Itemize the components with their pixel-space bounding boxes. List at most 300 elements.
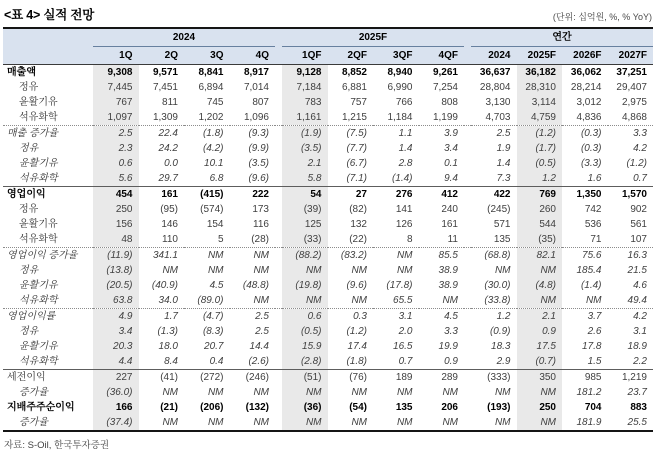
value-cell: 350: [517, 370, 563, 386]
value-cell: 4.2: [608, 309, 654, 325]
value-cell: NM: [282, 385, 328, 400]
table-row: [3, 278, 653, 293]
value-cell: (0.3): [580, 143, 602, 154]
value-cell: 28,310: [517, 80, 563, 95]
value-cell: 38.9: [438, 265, 458, 276]
value-cell: NM: [494, 417, 511, 428]
group-gap: [464, 415, 471, 431]
value-cell: NM: [230, 248, 276, 264]
corner-cell: [3, 47, 93, 65]
value-cell: 1,219: [608, 370, 654, 386]
source-note: 자료: S-Oil, 한국투자증권: [4, 440, 110, 451]
value-cell: NM: [494, 387, 511, 398]
value-cell: 250: [517, 400, 563, 415]
group-gap: [464, 126, 471, 142]
value-cell: 1,202: [198, 112, 224, 123]
group-gap: [464, 293, 471, 309]
value-cell: (132): [245, 402, 269, 413]
group-gap: [464, 385, 471, 400]
value-cell: (17.8): [386, 280, 413, 291]
table-row: [3, 415, 653, 431]
group-gap: [275, 110, 282, 126]
table-row: [3, 141, 653, 156]
value-cell: 132: [350, 219, 367, 230]
value-cell: (33): [282, 232, 328, 248]
table-row: [3, 309, 653, 325]
value-cell: NM: [207, 265, 224, 276]
value-cell: NM: [282, 415, 328, 431]
group-gap: [464, 65, 471, 81]
value-cell: NM: [396, 387, 413, 398]
value-cell: (1.8): [346, 356, 367, 367]
value-cell: (9.9): [248, 143, 269, 154]
value-cell: 21.5: [627, 265, 647, 276]
value-cell: 185.4: [576, 265, 602, 276]
value-cell: (54): [349, 402, 367, 413]
value-cell: 3.7: [562, 309, 608, 325]
value-cell: (8.3): [202, 326, 224, 337]
value-cell: 757: [350, 97, 367, 108]
value-cell: (30.0): [484, 280, 511, 291]
group-gap: [275, 171, 282, 187]
value-cell: (89.0): [197, 295, 224, 306]
unit-note: (단위: 십억원, %, % YoY): [552, 12, 652, 22]
value-cell: (7.5): [328, 126, 374, 142]
group-gap: [275, 278, 282, 293]
value-cell: 1.1: [373, 126, 419, 142]
table-row: [3, 400, 653, 415]
value-cell: 341.1: [139, 248, 185, 264]
value-cell: (22): [349, 234, 367, 245]
value-cell: 1.6: [587, 173, 602, 184]
value-cell: 110: [162, 234, 178, 245]
value-cell: (333): [471, 370, 517, 386]
value-cell: 1,309: [152, 112, 178, 123]
group-gap: [464, 171, 471, 187]
value-cell: 222: [230, 187, 276, 203]
value-cell: (1.8): [184, 126, 230, 142]
value-cell: 3.9: [419, 126, 465, 142]
group-gap: [464, 217, 471, 232]
group-gap: [464, 400, 471, 415]
value-cell: 454: [93, 187, 139, 203]
value-cell: NM: [253, 295, 269, 306]
value-cell: 1.7: [139, 309, 185, 325]
value-cell: 17.4: [347, 341, 367, 352]
column-header: 3QF: [373, 47, 419, 65]
group-gap: [275, 324, 282, 339]
row-label: 영업이익 증가율: [3, 248, 93, 264]
value-cell: 1.9: [496, 143, 511, 154]
corner-cell: [3, 28, 93, 47]
value-cell: 36,062: [570, 67, 602, 78]
group-gap: [464, 370, 471, 386]
column-header: 2025F: [517, 47, 563, 65]
value-cell: 0.9: [517, 324, 563, 339]
value-cell: 3,130: [485, 97, 511, 108]
group-gap: [464, 141, 471, 156]
row-label: 매출 증가율: [3, 126, 93, 142]
value-cell: 2.0: [398, 326, 413, 337]
value-cell: 8,852: [341, 67, 367, 78]
value-cell: 16.5: [393, 341, 413, 352]
row-label: 석유화학: [19, 234, 58, 245]
row-label: 윤활기유: [19, 219, 58, 230]
value-cell: 181.2: [576, 387, 602, 398]
value-cell: 9,261: [432, 67, 458, 78]
group-gap: [275, 65, 282, 81]
earnings-forecast-table: [3, 27, 653, 432]
value-cell: NM: [351, 387, 367, 398]
value-cell: 18.9: [627, 341, 647, 352]
value-cell: (40.9): [151, 280, 178, 291]
column-header: 3Q: [184, 47, 230, 65]
value-cell: (36): [282, 400, 328, 415]
value-cell: NM: [442, 295, 458, 306]
table-row: [3, 202, 653, 217]
group-gap: [464, 248, 471, 264]
group-gap: [464, 339, 471, 354]
group-gap: [275, 370, 282, 386]
value-cell: (206): [200, 402, 224, 413]
value-cell: 20.7: [204, 341, 224, 352]
column-header: 2Q: [139, 47, 185, 65]
group-gap: [275, 187, 282, 203]
group-gap: [464, 354, 471, 370]
value-cell: 1,570: [608, 187, 654, 203]
table-row: [3, 339, 653, 354]
value-cell: 37,251: [616, 67, 647, 78]
value-cell: 902: [630, 204, 647, 215]
value-cell: 3.1: [633, 326, 647, 337]
value-cell: 3.4: [93, 324, 139, 339]
value-cell: (51): [282, 370, 328, 386]
value-cell: 1,199: [432, 112, 458, 123]
value-cell: NM: [517, 415, 563, 431]
value-cell: (9.6): [248, 173, 269, 184]
value-cell: 1,096: [243, 112, 269, 123]
table-row: [3, 156, 653, 171]
column-header-row: [3, 47, 653, 65]
value-cell: (1.4): [391, 173, 413, 184]
group-gap: [275, 263, 282, 278]
value-cell: 3.1: [373, 309, 419, 325]
group-gap: [464, 309, 471, 325]
group-gap: [464, 324, 471, 339]
table-row: [3, 95, 653, 110]
value-cell: 1.4: [496, 158, 511, 169]
value-cell: 4,836: [576, 112, 602, 123]
group-gap: [275, 385, 282, 400]
value-cell: 34.0: [158, 295, 178, 306]
value-cell: (2.8): [282, 354, 328, 370]
value-cell: 536: [584, 219, 602, 230]
value-cell: 2.2: [633, 356, 647, 367]
value-cell: 16.3: [608, 248, 654, 264]
row-label: 정유: [19, 265, 39, 276]
value-cell: NM: [282, 293, 328, 309]
value-cell: 75.6: [562, 248, 608, 264]
value-cell: 154: [206, 219, 224, 230]
value-cell: (415): [184, 187, 230, 203]
value-cell: 82.1: [517, 248, 563, 264]
row-label: 영업이익: [3, 187, 93, 203]
value-cell: NM: [396, 265, 413, 276]
value-cell: 1.2: [517, 171, 563, 187]
value-cell: (0.5): [517, 156, 563, 171]
value-cell: 0.6: [93, 156, 139, 171]
value-cell: 227: [93, 370, 139, 386]
value-cell: 985: [562, 370, 608, 386]
value-cell: (272): [184, 370, 230, 386]
value-cell: 766: [395, 97, 413, 108]
value-cell: (9.3): [230, 126, 276, 142]
value-cell: 20.3: [93, 339, 139, 354]
value-cell: 6,990: [387, 82, 413, 93]
value-cell: 767: [93, 95, 139, 110]
value-cell: (88.2): [282, 248, 328, 264]
group-gap: [464, 187, 471, 203]
table-row: [3, 385, 653, 400]
value-cell: (574): [200, 204, 224, 215]
value-cell: (35): [517, 232, 563, 248]
value-cell: 7.3: [496, 173, 511, 184]
table-row: [3, 187, 653, 203]
value-cell: 3.3: [444, 326, 458, 337]
value-cell: (4.8): [517, 278, 563, 293]
title-row: [4, 5, 652, 23]
value-cell: 28,804: [479, 82, 511, 93]
value-cell: 23.7: [627, 387, 647, 398]
value-cell: 17.5: [517, 339, 563, 354]
group-header-row: [3, 28, 653, 47]
value-cell: 107: [630, 234, 647, 245]
value-cell: 28,214: [570, 82, 602, 93]
value-cell: 8,841: [198, 67, 224, 78]
value-cell: 571: [493, 219, 511, 230]
value-cell: 18.3: [491, 341, 511, 352]
table-row: [3, 263, 653, 278]
value-cell: (13.8): [93, 263, 139, 278]
value-cell: 0.9: [444, 356, 458, 367]
group-gap: [464, 263, 471, 278]
value-cell: 412: [419, 187, 465, 203]
value-cell: 189: [373, 370, 419, 386]
value-cell: 544: [517, 217, 563, 232]
value-cell: 9.4: [444, 173, 458, 184]
value-cell: (1.3): [157, 326, 178, 337]
column-header: 1QF: [282, 47, 328, 65]
value-cell: NM: [442, 417, 458, 428]
value-cell: (3.5): [248, 158, 269, 169]
column-group-label: 연간: [471, 28, 653, 47]
value-cell: 5.8: [282, 171, 328, 187]
row-label: 증가율: [19, 417, 48, 428]
column-header: 4Q: [230, 47, 276, 65]
value-cell: 206: [441, 402, 458, 413]
value-cell: 9,128: [282, 65, 328, 81]
value-cell: (0.9): [489, 326, 511, 337]
table-row: [3, 232, 653, 248]
table-row: [3, 80, 653, 95]
table-row: [3, 370, 653, 386]
row-label: 매출액: [7, 67, 36, 78]
row-label: 석유화학: [19, 295, 58, 306]
value-cell: 4.6: [633, 280, 647, 291]
value-cell: 276: [373, 187, 419, 203]
value-cell: 2.1: [517, 309, 563, 325]
value-cell: 0.6: [282, 309, 328, 325]
value-cell: 783: [282, 95, 328, 110]
group-gap: [464, 232, 471, 248]
value-cell: NM: [351, 295, 367, 306]
column-group-label: 2025F: [282, 28, 464, 47]
row-label: 윤활기유: [19, 158, 58, 169]
value-cell: (19.8): [282, 278, 328, 293]
value-cell: 135: [395, 402, 413, 413]
column-header: 2027F: [608, 47, 654, 65]
value-cell: 2.5: [471, 126, 517, 142]
value-cell: NM: [373, 248, 419, 264]
value-cell: 1,161: [282, 110, 328, 126]
table-title: <표 4> 실적 전망: [4, 8, 95, 22]
value-cell: (33.8): [484, 295, 511, 306]
value-cell: 1.2: [471, 309, 517, 325]
group-gap: [275, 95, 282, 110]
value-cell: NM: [351, 265, 367, 276]
value-cell: 173: [252, 204, 269, 215]
group-gap: [275, 354, 282, 370]
group-gap: [275, 47, 282, 65]
value-cell: 125: [282, 217, 328, 232]
value-cell: 18.0: [158, 341, 178, 352]
value-cell: NM: [282, 263, 328, 278]
value-cell: (37.4): [93, 415, 139, 431]
group-gap: [275, 141, 282, 156]
value-cell: 561: [630, 219, 647, 230]
value-cell: 19.9: [438, 341, 458, 352]
value-cell: 9,308: [93, 65, 139, 81]
value-cell: 1.4: [398, 143, 413, 154]
value-cell: 14.4: [249, 341, 269, 352]
value-cell: 10.1: [204, 158, 224, 169]
value-cell: 48: [93, 232, 139, 248]
row-label: 증가율: [19, 387, 48, 398]
value-cell: 71: [590, 234, 602, 245]
value-cell: 0.1: [444, 158, 458, 169]
row-label: 윤활기유: [19, 280, 58, 291]
value-cell: (82): [349, 204, 367, 215]
value-cell: NM: [253, 417, 269, 428]
value-cell: 2.3: [93, 141, 139, 156]
value-cell: (36.0): [93, 385, 139, 400]
value-cell: (11.9): [93, 248, 139, 264]
group-gap: [275, 400, 282, 415]
value-cell: (7.7): [346, 143, 367, 154]
column-header: 1Q: [93, 47, 139, 65]
value-cell: 240: [441, 204, 458, 215]
value-cell: (1.2): [517, 126, 563, 142]
table-row: [3, 293, 653, 309]
group-gap: [275, 248, 282, 264]
row-label: 정유: [19, 82, 39, 93]
value-cell: (68.8): [471, 248, 517, 264]
value-cell: 0.3: [328, 309, 374, 325]
group-gap: [275, 217, 282, 232]
value-cell: (41): [139, 370, 185, 386]
group-gap: [275, 232, 282, 248]
row-label: 정유: [19, 204, 39, 215]
value-cell: 4.4: [93, 354, 139, 370]
value-cell: (1.2): [626, 158, 647, 169]
value-cell: 29.7: [158, 173, 178, 184]
value-cell: (0.7): [517, 354, 563, 370]
value-cell: (39): [282, 202, 328, 217]
value-cell: 85.5: [419, 248, 465, 264]
table-row: [3, 65, 653, 81]
value-cell: (4.2): [202, 143, 224, 154]
row-label: 영업이익률: [3, 309, 93, 325]
value-cell: NM: [585, 295, 602, 306]
value-cell: 7,014: [243, 82, 269, 93]
value-cell: (20.5): [93, 278, 139, 293]
value-cell: 38.9: [438, 280, 458, 291]
value-cell: 260: [517, 202, 563, 217]
value-cell: (28): [251, 234, 269, 245]
group-gap: [464, 80, 471, 95]
value-cell: 2.5: [93, 126, 139, 142]
value-cell: 0.4: [209, 356, 224, 367]
row-label: 지배주주순이익: [7, 402, 75, 413]
value-cell: 704: [584, 402, 602, 413]
value-cell: 6,881: [341, 82, 367, 93]
value-cell: (4.7): [184, 309, 230, 325]
value-cell: (48.8): [242, 280, 269, 291]
value-cell: 8,940: [387, 67, 413, 78]
value-cell: NM: [207, 417, 224, 428]
value-cell: 7,184: [282, 80, 328, 95]
value-cell: NM: [207, 387, 224, 398]
value-cell: (3.5): [282, 141, 328, 156]
value-cell: 7,451: [152, 82, 178, 93]
group-gap: [464, 95, 471, 110]
group-gap: [275, 293, 282, 309]
group-gap: [464, 47, 471, 65]
value-cell: NM: [162, 417, 178, 428]
value-cell: (1.9): [282, 126, 328, 142]
value-cell: 0.0: [164, 158, 178, 169]
table-body: [3, 65, 653, 432]
value-cell: (245): [487, 204, 511, 215]
value-cell: 65.5: [393, 295, 413, 306]
value-cell: 742: [584, 204, 602, 215]
group-gap: [464, 278, 471, 293]
value-cell: 250: [93, 202, 139, 217]
value-cell: NM: [162, 265, 178, 276]
group-gap: [464, 28, 471, 47]
group-gap: [275, 339, 282, 354]
value-cell: NM: [162, 387, 178, 398]
value-cell: 3.3: [608, 126, 654, 142]
value-cell: (83.2): [328, 248, 374, 264]
value-cell: 3.4: [444, 143, 458, 154]
group-gap: [464, 156, 471, 171]
value-cell: 63.8: [93, 293, 139, 309]
value-cell: (2.6): [248, 356, 269, 367]
value-cell: (3.3): [580, 158, 602, 169]
value-cell: 161: [139, 187, 185, 203]
value-cell: 181.9: [576, 417, 602, 428]
